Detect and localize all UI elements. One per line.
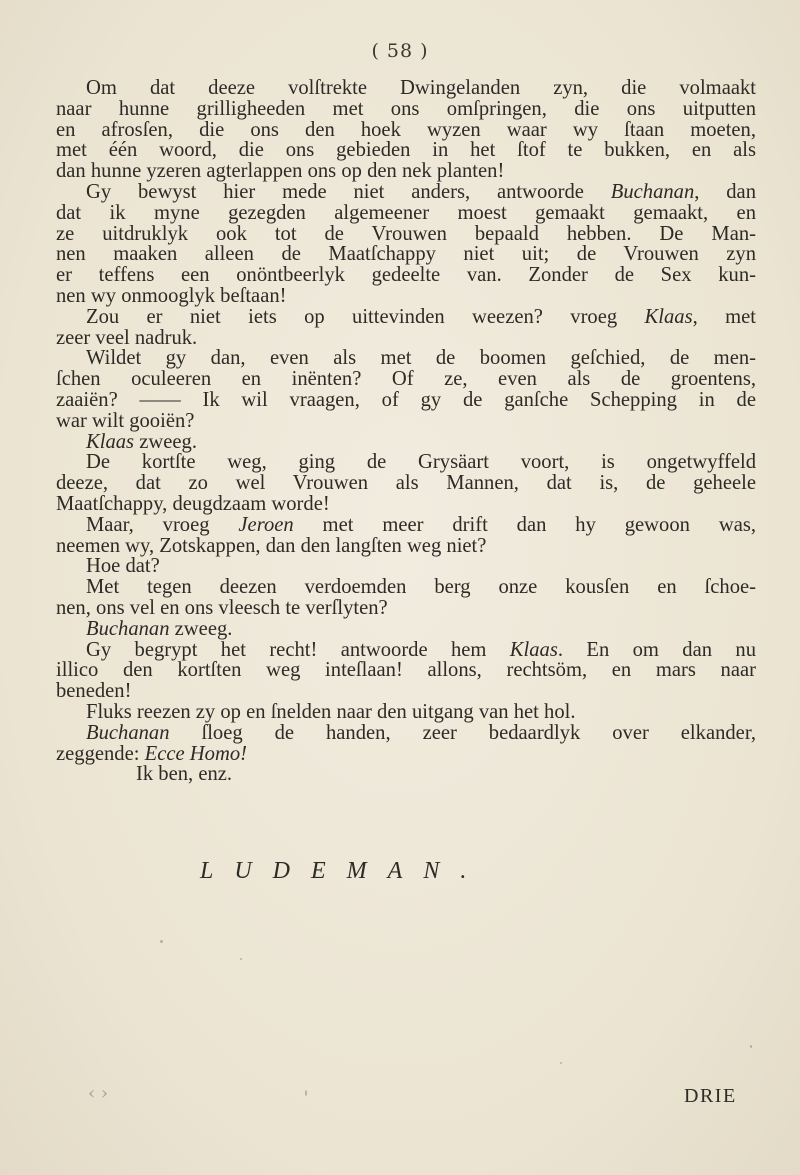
text-line: naar hunne grilligheeden met ons omſpringen, die ons uitputten bbox=[56, 97, 756, 120]
text-line: Maatſchappy, deugdzaam worde! bbox=[56, 492, 330, 515]
text-line: er teffens een onöntbeerlyk gedeelte van. Zonder de Sex kun- bbox=[56, 264, 756, 287]
paper-speck bbox=[305, 1090, 307, 1096]
text-line: Ik ben, enz. bbox=[136, 763, 233, 786]
text-line: met één woord, die ons gebieden in het ſtof te bukken, en als bbox=[56, 139, 756, 162]
paper-speck bbox=[750, 1045, 752, 1048]
text-line: ze uitdruklyk ook tot de Vrouwen bepaald hebben. De Man- bbox=[56, 222, 756, 245]
text-line: Wildet gy dan, even als met de boomen geſchied, de men- bbox=[86, 347, 756, 370]
body-text bbox=[56, 78, 756, 785]
text-line: war wilt gooiën? bbox=[56, 409, 195, 432]
text-line: beneden! bbox=[56, 680, 132, 703]
text-line: Gy begrypt het recht! antwoorde hem Klaas. En om dan nu bbox=[86, 638, 756, 661]
page-number: ( 58 ) bbox=[371, 40, 429, 62]
text-line: Buchanan ſloeg de handen, zeer bedaardlyk over elkander, bbox=[86, 721, 756, 744]
catchword: DRIE bbox=[684, 1085, 737, 1107]
paper-speck bbox=[560, 1062, 562, 1064]
text-line: Hoe dat? bbox=[86, 555, 160, 578]
text-line: illico den kortſten weg inteſlaan! allons, rechtsöm, en mars naar bbox=[56, 659, 756, 682]
text-line: neemen wy, Zotskappen, dan den langſten weg niet? bbox=[56, 534, 487, 557]
text-line: Fluks reezen zy op en ſnelden naar den uitgang van het hol. bbox=[86, 700, 576, 723]
text-line: ſchen oculeeren en inënten? Of ze, even als de groentens, bbox=[56, 368, 756, 391]
text-line: nen wy onmooglyk beſtaan! bbox=[56, 284, 287, 307]
ink-mark: ‹ › bbox=[88, 1083, 109, 1104]
text-line: Zou er niet iets op uittevinden weezen? vroeg Klaas, met bbox=[86, 305, 756, 328]
text-line: Klaas zweeg. bbox=[86, 430, 197, 453]
text-line: dat ik myne gezegden algemeener moest gemaakt gemaakt, en bbox=[56, 201, 756, 224]
text-line: nen, ons vel en ons vleesch te verſlyten? bbox=[56, 596, 388, 619]
text-line: Buchanan zweeg. bbox=[86, 617, 233, 640]
text-line: dan hunne yzeren agterlappen ons op den nek planten! bbox=[56, 160, 505, 183]
paper-speck bbox=[160, 940, 163, 943]
text-line: Om dat deeze volſtrekte Dwingelanden zyn, die volmaakt bbox=[86, 77, 756, 99]
text-line: deeze, dat zo wel Vrouwen als Mannen, dat is, de geheele bbox=[56, 472, 756, 495]
text-line: De kortſte weg, ging de Grysäart voort, is ongetwyffeld bbox=[86, 451, 756, 474]
text-line: Gy bewyst hier mede niet anders, antwoorde Buchanan, dan bbox=[86, 180, 756, 203]
text-line: en afrosſen, die ons den hoek wyzen waar wy ſtaan moeten, bbox=[56, 118, 756, 141]
text-line: zeer veel nadruk. bbox=[56, 326, 198, 349]
text-line: Maar, vroeg Jeroen met meer drift dan hy gewoon was, bbox=[86, 513, 756, 536]
author-signature: LUDEMAN. bbox=[200, 858, 488, 884]
text-line: zeggende: Ecce Homo! bbox=[56, 742, 247, 765]
text-line: Met tegen deezen verdoemden berg onze kousſen en ſchoe- bbox=[86, 576, 756, 599]
text-line: zaaiën? —— Ik wil vraagen, of gy de ganſche Schepping in de bbox=[56, 388, 756, 411]
text-line: nen maaken alleen de Maatſchappy niet uit; de Vrouwen zyn bbox=[56, 243, 756, 266]
paper-speck bbox=[240, 958, 242, 960]
